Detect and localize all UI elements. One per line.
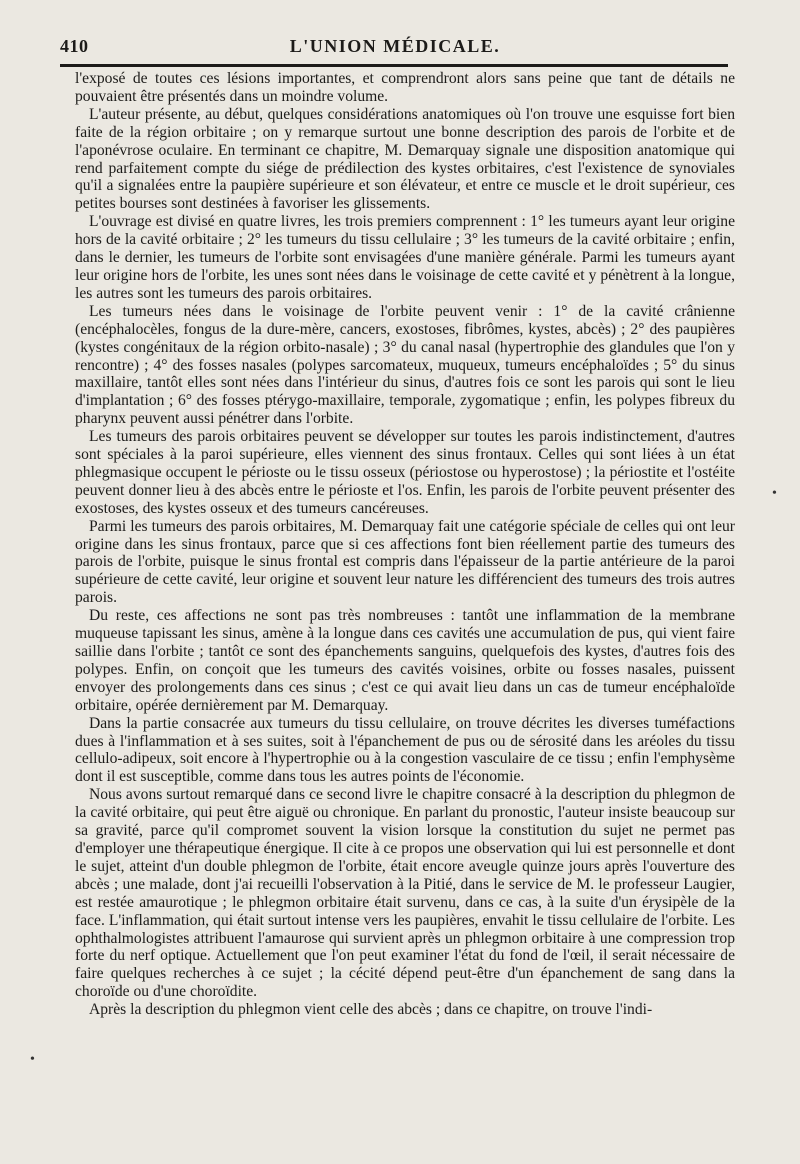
running-head: L'UNION MÉDICALE. <box>289 36 501 56</box>
paragraph: Après la description du phlegmon vient celle des abcès ; dans ce chapitre, on trouve l'indi- <box>89 1001 653 1019</box>
paragraph: Parmi les tumeurs des parois orbitaires, M. Demarquay fait une catégorie spéciale de celles qui ont leur origine dans les sinus frontaux, parce que si ces affections font bien réellement partie des tumeurs des parois de l'orbite, puisque le sinus frontal est compris dans l'épaisseur de la partie antérieure de la paroi supérieure de cette cavité, leur origine et souvent leur nature les différencient des tumeurs des trois autres parois. <box>75 517 735 607</box>
margin-dot: • <box>30 1052 35 1067</box>
paragraph: Nous avons surtout remarqué dans ce second livre le chapitre consacré à la description du phlegmon de la cavité orbitaire, qui peut être aiguë ou chronique. En parlant du pronostic, l'auteur insiste beaucoup sur sa gravité, parce qu'il compromet souvent la vision lorsque la constitution du sujet ne permet pas d'employer une thérapeutique énergique. Il cite à ce propos une observation qui lui est personnelle et dont le sujet, atteint d'un double phlegmon de l'orbite, était encore aveugle quinze jours après l'ouverture des abcès ; une malade, dont j'ai recueilli l'observation à la Pitié, dans le service de M. le professeur Laugier, est restée amaurotique ; le phlegmon orbitaire était survenu, dans ce cas, à la suite d'un érysipèle de la face. L'inflammation, qui était surtout intense vers les paupières, envahit le tissu cellulaire de l'orbite. Les ophthalmologistes attribuent l'amaurose qui survient après un phlegmon orbitaire à une compression trop forte du nerf optique. Actuellement que l'on peut examiner l'état du fond de l'œil, il serait nécessaire de faire quelques recherches à ce sujet ; la cécité dépend peut-être d'un épanchement de sang dans la choroïde ou d'une choroïdite. <box>75 786 735 1001</box>
paragraph: Les tumeurs des parois orbitaires peuvent se développer sur toutes les parois indistinctement, d'autres sont spéciales à la paroi supérieure, elles viennent des sinus frontaux. Celles qui sont liées à un état phlegmasique occupent le périoste ou le tissu osseux (périostose ou hyperostose) ; la périostite et l'ostéite peuvent donner lieu à des abcès entre le périoste et l'os. Enfin, les parois de l'orbite peuvent présenter des exostoses, des kystes osseux et des tumeurs cancéreuses. <box>75 428 735 517</box>
paragraph: Les tumeurs nées dans le voisinage de l'orbite peuvent venir : 1° de la cavité crânienne (encéphalocèles, fongus de la dure-mère, cancers, exostoses, fibrômes, kystes, abcès) ; 2° des paupières (kystes congénitaux de la région orbito-nasale) ; 3° du canal nasal (hypertrophie des glandules que l'on y rencontre) ; 4° des fosses nasales (polypes sarcomateux, muqueux, tumeurs encéphaloïdes ; 5° du sinus maxillaire, tantôt elles sont nées dans l'intérieur du sinus, d'autres fois ce sont les parois qui sont le lieu d'implantation ; 6° des fosses ptérygo-maxillaire, temporale, zygomatique ; enfin, les polypes fibreux du pharynx peuvent aussi pénétrer dans l'orbite. <box>75 302 735 428</box>
header-rule <box>60 64 728 67</box>
paragraph: L'ouvrage est divisé en quatre livres, les trois premiers comprennent : 1° les tumeurs ayant leur origine hors de la cavité orbitaire ; 2° les tumeurs du tissu cellulaire ; 3° les tumeurs de la cavité orbitaire ; enfin, dans le dernier, les tumeurs de l'orbite sont envisagées d'une manière générale. Parmi les tumeurs ayant leur origine hors de l'orbite, les unes sont nées dans le voisinage de cette cavité et y pénètrent à la longue, les autres sont les tumeurs des parois orbitaires. <box>75 213 735 302</box>
margin-dot: • <box>772 486 777 501</box>
paragraph: Du reste, ces affections ne sont pas très nombreuses : tantôt une inflammation de la membrane muqueuse tapissant les sinus, amène à la longue dans ces cavités une accumulation de pus, qui vient faire saillie dans l'orbite ; tantôt ce sont des épanchements sanguins, quelquefois des kystes, d'autres fois des polypes. Enfin, on conçoit que les tumeurs des cavités voisines, orbite ou fosses nasales, puissent envoyer des prolongements dans ces sinus ; c'est ce qui avait lieu dans un cas de tumeur encéphaloïde orbitaire, opérée dernièrement par M. Demarquay. <box>75 607 735 714</box>
paragraph: L'auteur présente, au début, quelques considérations anatomiques où l'on trouve une esquisse fort bien faite de la région orbitaire ; on y remarque surtout une bonne description des parois de l'orbite et de l'aponévrose oculaire. En terminant ce chapitre, M. Demarquay signale une disposition anatomique qui rend parfaitement compte du siége de prédilection des kystes orbitaires, c'est l'existence de synoviales qu'il a signalées entre la paupière supérieure et son élévateur, et entre ce muscle et le droit supérieur, ces petites bourses sont destinées à favoriser les glissements. <box>75 105 735 213</box>
paragraph: l'exposé de toutes ces lésions importantes, et comprendront alors sans peine que tant de détails ne pouvaient être présentés dans un moindre volume. <box>75 70 735 105</box>
paragraph: Dans la partie consacrée aux tumeurs du tissu cellulaire, on trouve décrites les diverses tuméfactions dues à l'inflammation et à ses suites, soit à l'épanchement de pus ou de sérosité dans les aréoles du tissu cellulo-adipeux, soit encore à l'hypertrophie ou à la congestion vasculaire de ce tissu ; enfin l'emphysème dont il est susceptible, comme dans tous les autres points de l'économie. <box>75 714 735 786</box>
page-number: 410 <box>60 36 89 56</box>
page-header <box>60 30 730 60</box>
body-text <box>75 70 735 1019</box>
